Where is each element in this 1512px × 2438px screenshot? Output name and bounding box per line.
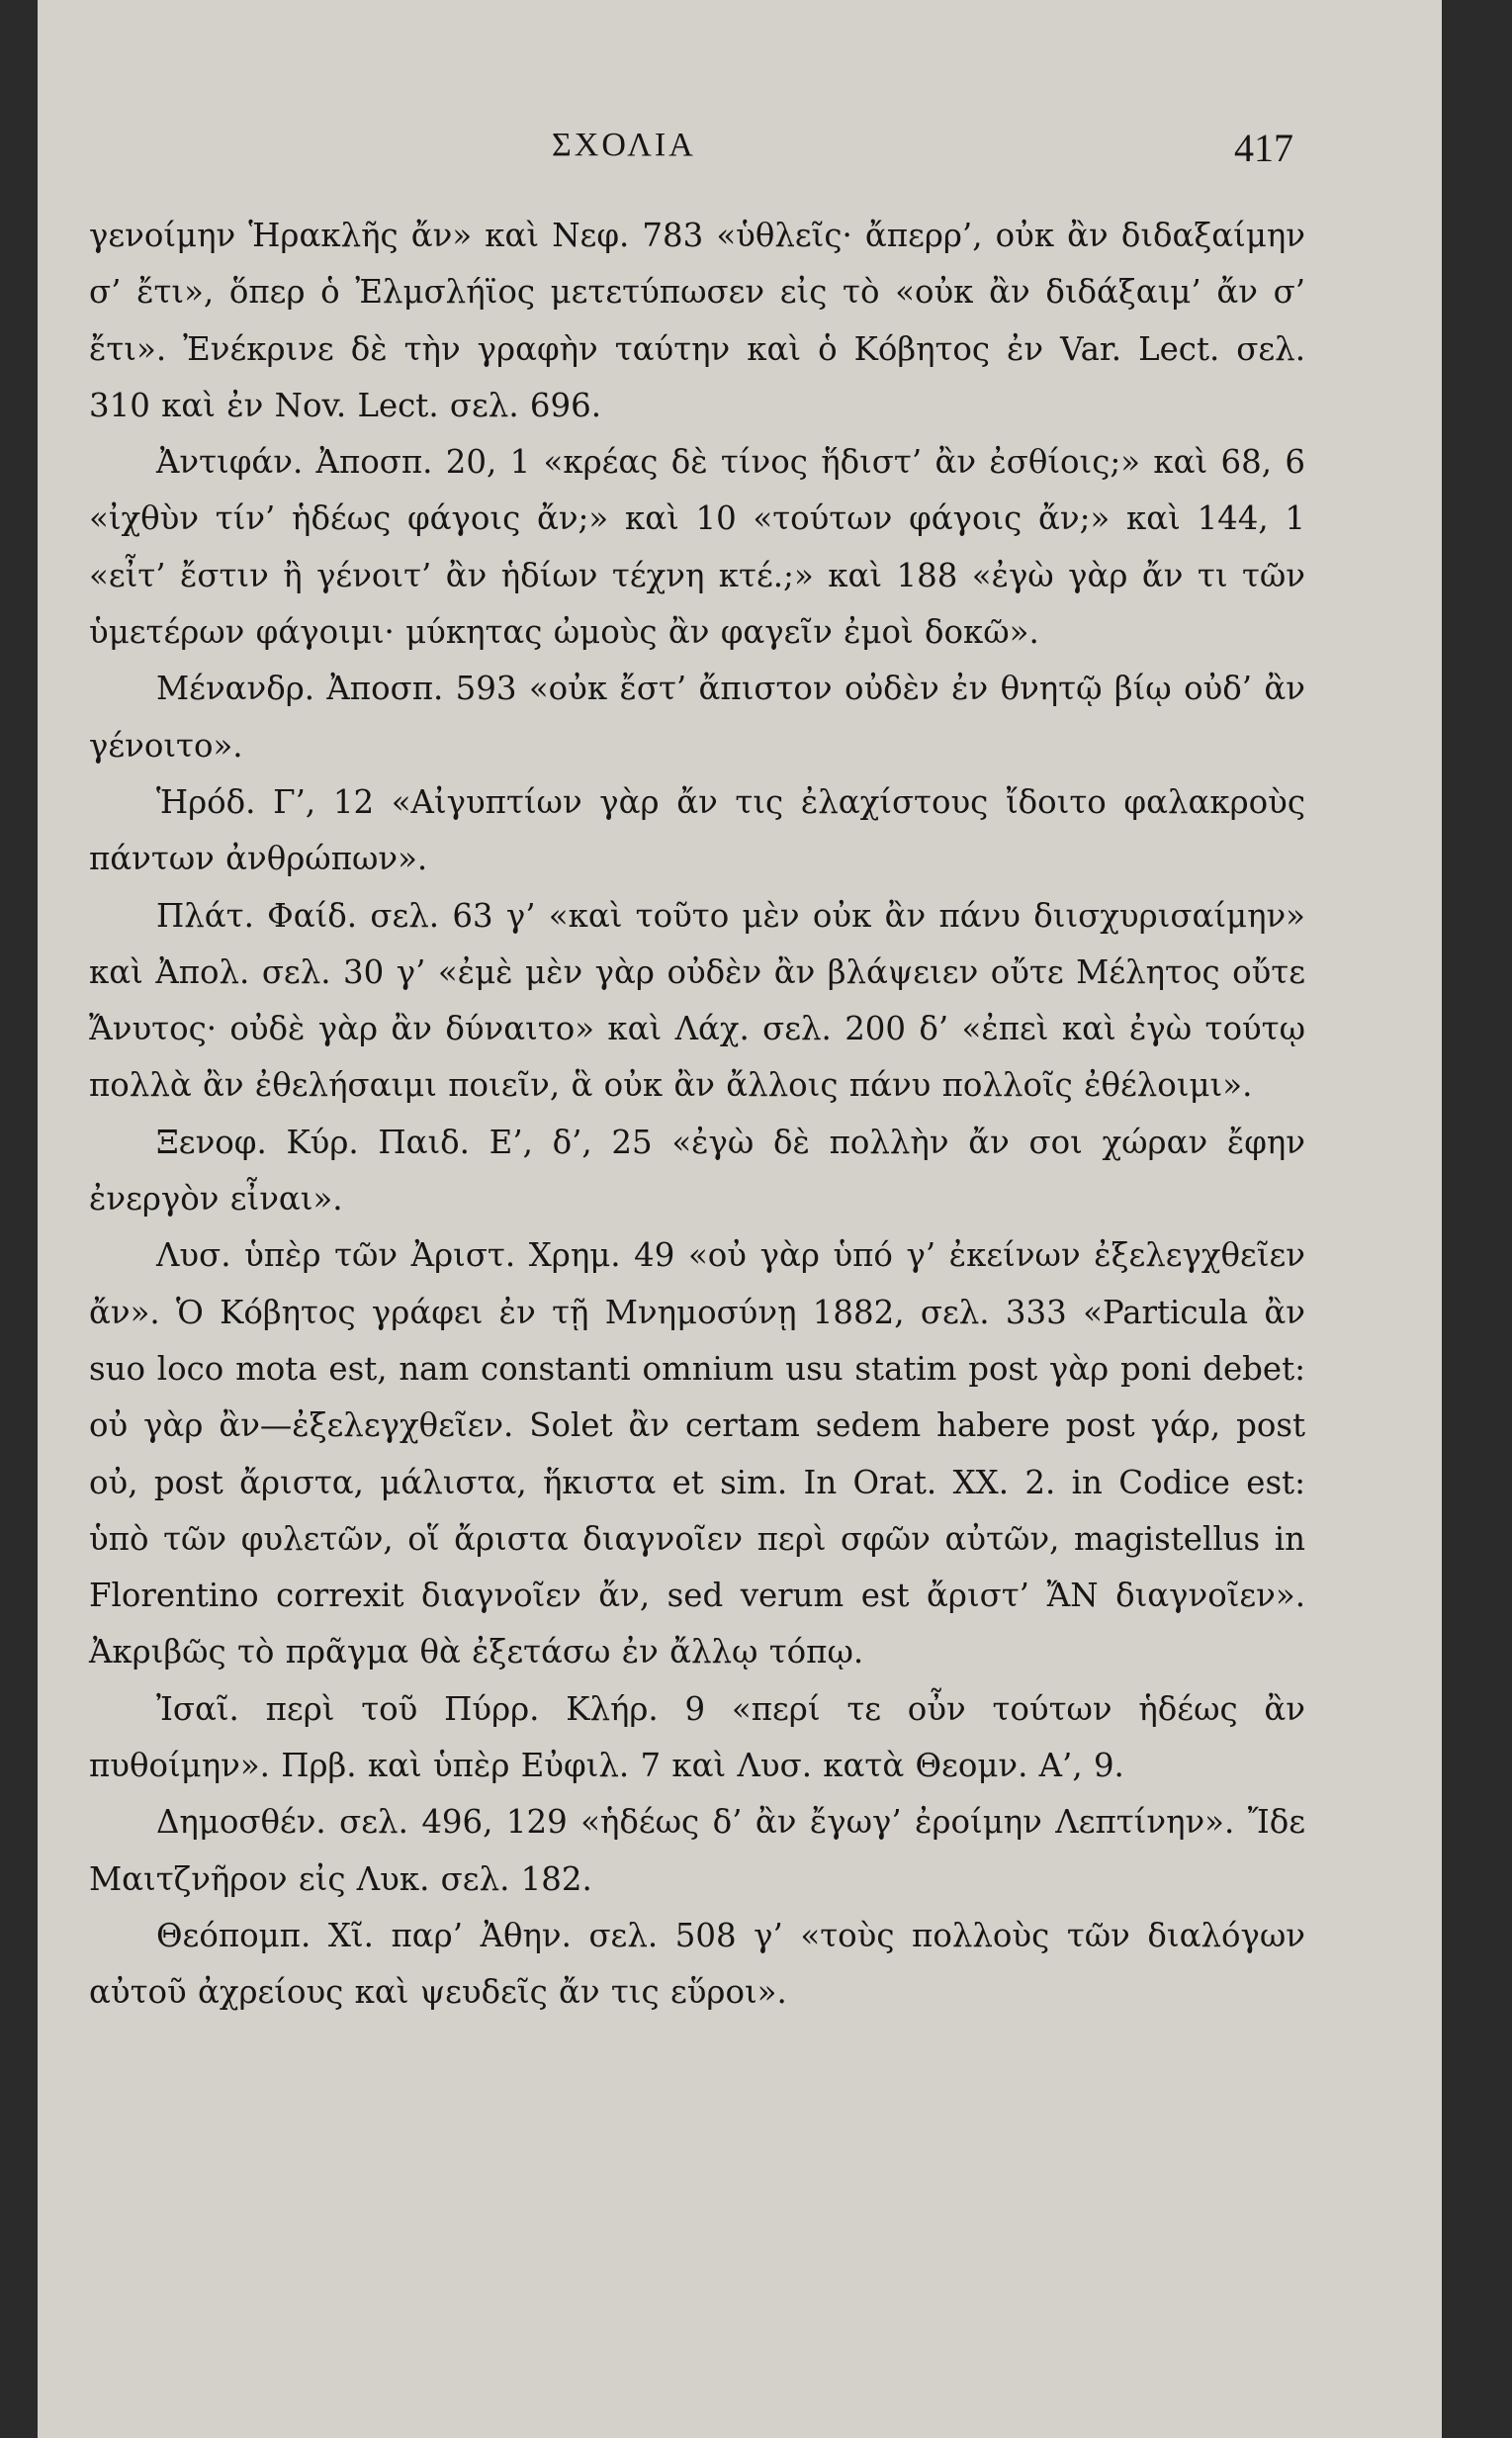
paragraph: Ἰσαῖ. περὶ τοῦ Πύρρ. Κλήρ. 9 «περί τε οὖν τούτων ἡδέως ἂν πυθοίμην». Πρβ. καὶ ὑπὲρ Εὐφιλ. 7 καὶ Λυσ. κατὰ Θεομν. Α’, 9. <box>89 1689 1305 1785</box>
paragraph: Ἀντιφάν. Ἀποσπ. 20, 1 «κρέας δὲ τίνος ἥδιστ’ ἂν ἐσθίοις;» καὶ 68, 6 «ἰχθὺν τίν’ ἡδέως φάγοις ἄν;» καὶ 10 «τούτων φάγοις ἄν;» καὶ 144, 1 «εἶτ’ ἔστιν ἢ γένοιτ’ ἂν ἡδίων τέχνη κτέ.;» καὶ 188 «ἐγὼ γὰρ ἄν τι τῶν ὑμετέρων φάγοιμι· μύκητας ὠμοὺς ἂν φαγεῖν ἐμοὶ δοκῶ». <box>89 443 1305 652</box>
paragraph: Πλάτ. Φαίδ. σελ. 63 γ’ «καὶ τοῦτο μὲν οὐκ ἂν πάνυ διισχυρισαίμην» καὶ Ἀπολ. σελ. 30 γ’ «ἐμὲ μὲν γὰρ οὐδὲν ἂν βλάψειεν οὔτε Μέλητος οὔτε Ἄνυτος· οὐδὲ γὰρ ἂν δύναιτο» καὶ Λάχ. σελ. 200 δ’ «ἐπεὶ καὶ ἐγὼ τούτῳ πολλὰ ἂν ἐθελήσαιμι ποιεῖν, ἃ οὐκ ἂν ἄλλοις πάνυ πολλοῖς ἐθέλοιμι». <box>89 896 1305 1105</box>
paragraph: Δημοσθέν. σελ. 496, 129 «ἡδέως δ’ ἂν ἔγωγ’ ἐροίμην Λεπτίνην». Ἴδε Μαιτζνῆρον εἰς Λυκ. σελ. 182. <box>89 1803 1305 1898</box>
paragraph: Θεόπομπ. Χῖ. παρ’ Ἀθην. σελ. 508 γ’ «τοὺς πολλοὺς τῶν διαλόγων αὐτοῦ ἀχρείους καὶ ψευδεῖς ἄν τις εὕροι». <box>89 1916 1305 2012</box>
body-text <box>89 208 1305 2022</box>
paragraph: Ξενοφ. Κύρ. Παιδ. Ε’, δ’, 25 «ἐγὼ δὲ πολλὴν ἄν σοι χώραν ἔφην ἐνεργὸν εἶναι». <box>89 1123 1305 1219</box>
paragraph: Ἡρόδ. Γ’, 12 «Αἰγυπτίων γὰρ ἄν τις ἐλαχίστους ἴδοιτο φαλακροὺς πάντων ἀνθρώπων». <box>89 782 1305 878</box>
page-header <box>38 127 1442 186</box>
paragraph: Λυσ. ὑπὲρ τῶν Ἀριστ. Χρημ. 49 «οὐ γὰρ ὑπό γ’ ἐκείνων ἐξελεγχθεῖεν ἄν». Ὁ Κόβητος γράφει ἐν τῇ Μνημοσύνῃ 1882, σελ. 333 «Particula ἂν suo loco mota est, nam constanti omnium usu statim post γὰρ poni debet: οὐ γὰρ ἂν—ἐξελεγχθεῖεν. Solet ἂν certam sedem habere post γάρ, post οὐ, post ἄριστα, μάλιστα, ἥκιστα et sim. In Orat. XX. 2. in Codice est: ὑπὸ τῶν φυλετῶν, οἵ ἄριστα διαγνοῖεν περὶ σφῶν αὐτῶν, magistellus in Florentino correxit διαγνοῖεν ἄν, sed verum est ἄριστ’ ἌΝ διαγνοῖεν». Ἀκριβῶς τὸ πρᾶγμα θὰ ἐξετάσω ἐν ἄλλῳ τόπῳ. <box>89 1236 1305 1671</box>
paragraph: γενοίμην Ἡρακλῆς ἄν» καὶ Νεφ. 783 «ὑθλεῖς· ἄπερρ’, οὐκ ἂν διδαξαίμην σ’ ἔτι», ὅπερ ὁ Ἐλμσλήϊος μετετύπωσεν εἰς τὸ «οὐκ ἂν διδάξαιμ’ ἄν σ’ ἔτι». Ἐνέκρινε δὲ τὴν γραφὴν ταύτην καὶ ὁ Κόβητος ἐν Var. Lect. σελ. 310 καὶ ἐν Nov. Lect. σελ. 696. <box>89 217 1305 424</box>
running-title: ΣΧΟΛΙΑ <box>552 127 696 163</box>
page-number: 417 <box>1234 126 1293 170</box>
paragraph: Μένανδρ. Ἀποσπ. 593 «οὐκ ἔστ’ ἄπιστον οὐδὲν ἐν θνητῷ βίῳ οὐδ’ ἂν γένοιτο». <box>89 670 1305 765</box>
book-page <box>38 0 1442 2438</box>
